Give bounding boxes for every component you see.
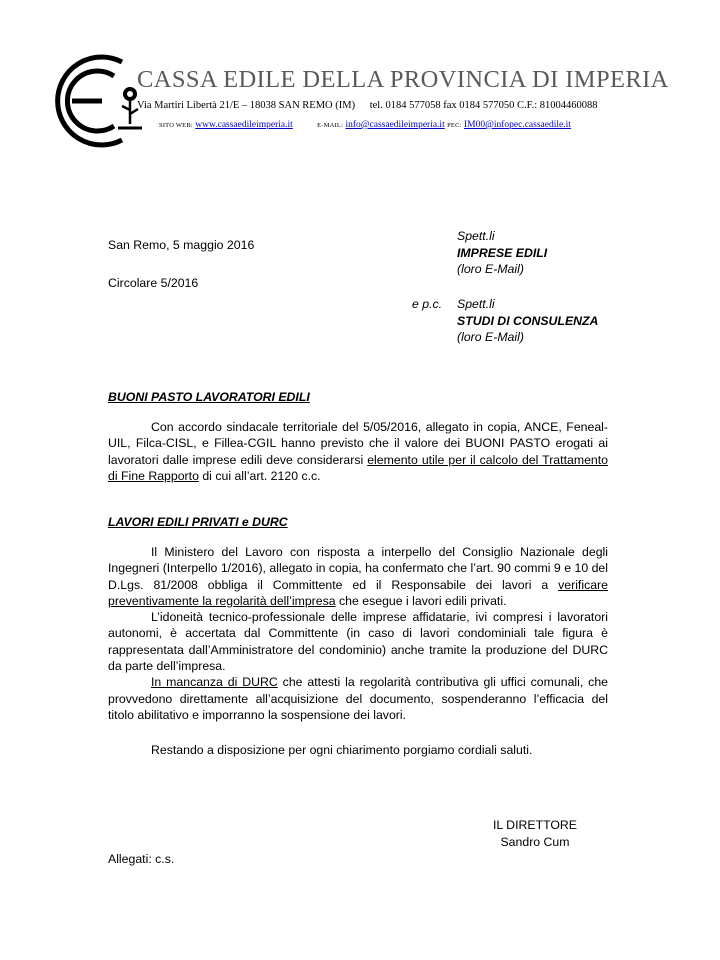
recipient-block-1: [457, 228, 547, 278]
org-address-line: [137, 100, 598, 111]
recipient-2-name: STUDI DI CONSULENZA: [457, 313, 599, 328]
section-2-paragraph-2: L’idoneità tecnico-professionale delle imprese affidatarie, ivi compresi i lavoratori autonomi, è accertata dal Committente (in caso di lavori condominiali tale figura è rappresentata dall’Amministratore del condominio) anche tramite la produzione del DURC da parte dell’impresa.: [108, 610, 608, 674]
section-2-text-b: che esegue i lavori edili privati.: [335, 593, 507, 608]
section-1-heading: BUONI PASTO LAVORATORI EDILI: [108, 390, 310, 404]
cassa-edile-logo-icon: [44, 48, 148, 154]
section-1-text-underlined: elemento utile per il calcolo del Trattamento di Fine Rapporto: [108, 452, 608, 483]
recipient-1-salutation: Spett.li: [457, 229, 495, 243]
attachments-note: Allegati: c.s.: [108, 852, 175, 866]
signature-title: IL DIRETTORE: [492, 818, 578, 832]
org-contacts-line: [159, 120, 571, 130]
signature-block: [480, 817, 590, 850]
website-link[interactable]: www.cassaedileimperia.it: [195, 120, 293, 130]
section-2-text-a: Il Ministero del Lavoro con risposta a interpello del Consiglio Nazionale degli Ingegneri (Interpello 1/2016), allegato in copia, ha confermato che l’art. 90 commi 9 e 10 del D.Lgs. 81/2008 obbliga il Committente ed il Responsabile dei lavori a: [108, 545, 608, 592]
section-1-text-b: di cui all’art. 2120 c.c.: [198, 468, 321, 483]
pec-label: PEC:: [447, 122, 462, 129]
section-1-paragraph: [108, 419, 608, 484]
section-2-heading: LAVORI EDILI PRIVATI e DURC: [108, 515, 288, 529]
pec-link[interactable]: IM00@infopec.cassaedile.it: [464, 120, 571, 130]
section-2-text-underlined: verificare preventivamente la regolarità dell’impresa: [108, 577, 608, 608]
section-2-paragraph-3: [108, 674, 608, 723]
section-1-text-a: Con accordo sindacale territoriale del 5/05/2016, allegato in copia, ANCE, Feneal-UIL, Filca-CISL, e Fillea-CGIL hanno previsto che il valore dei BUONI PASTO erogati ai lavoratori dalle imprese edili deve considerarsi: [108, 420, 608, 467]
section-2-paragraph-1: [108, 544, 608, 609]
section-2-body: [108, 544, 608, 723]
recipient-1-via: (loro E-Mail): [457, 262, 524, 276]
org-phone: tel. 0184 577058 fax 0184 577050 C.F.: 81004460088: [369, 100, 598, 111]
web-label: SITO WEB:: [159, 122, 193, 129]
org-address: Via Martiri Libertà 21/E – 18038 SAN REMO (IM): [137, 100, 356, 111]
email-label: E-MAIL:: [317, 122, 344, 129]
recipient-2-via: (loro E-Mail): [457, 330, 524, 344]
section-2-p3-underlined: In mancanza di DURC: [151, 675, 278, 690]
signature-name: Sandro Cum: [500, 834, 570, 849]
recipient-1-name: IMPRESE EDILI: [457, 245, 548, 260]
email-link[interactable]: info@cassaedileimperia.it: [345, 120, 445, 130]
org-name: CASSA EDILE DELLA PROVINCIA DI IMPERIA: [137, 66, 669, 93]
circular-number: Circolare 5/2016: [108, 276, 199, 290]
recipient-2-salutation: Spett.li: [457, 297, 495, 311]
cc-label: e p.c.: [412, 297, 443, 311]
closing-remarks: Restando a disposizione per ogni chiarimento porgiamo cordiali saluti.: [151, 743, 533, 757]
section-2-p3-text: che attesti la regolarità contributiva gli uffici comunali, che provvedono direttamente all’acquisizione del documento, sospenderanno l’efficacia del titolo abilitativo e imporranno la sospensione dei lavori.: [108, 675, 609, 722]
recipient-block-2: [457, 296, 598, 346]
section-1-body: [108, 419, 608, 484]
place-date: San Remo, 5 maggio 2016: [108, 238, 255, 252]
